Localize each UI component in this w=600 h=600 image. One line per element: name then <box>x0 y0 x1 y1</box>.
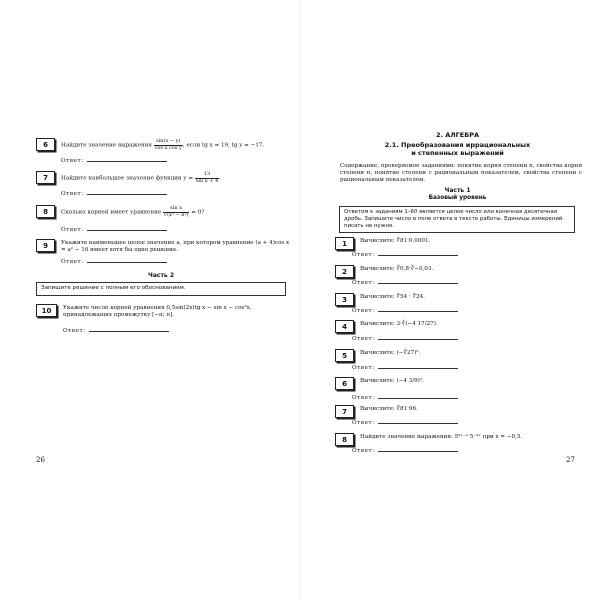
answer-line[interactable]: Ответ: <box>352 278 458 286</box>
answer-line[interactable]: Ответ: <box>352 250 458 258</box>
task-text: Укажите наименьшее целое значение a, при котором уравнение (a + 4)cos x = a² − 16 имеет хотя бы одно решение. <box>61 240 290 253</box>
task-number: 9 <box>36 239 55 252</box>
task-number: 7 <box>335 405 354 418</box>
task-text: Сколько корней имеет уравнение $\frac{\text{sin x}}{\text{√(x² − π²)}}$ = 0? <box>61 205 205 218</box>
answer-line[interactable]: Ответ: <box>352 446 458 454</box>
task-text: Вычислите: ∜81·0,0001. <box>360 238 431 244</box>
task-text: Вычислите: ∛81·96. <box>360 406 418 412</box>
answer-line[interactable]: Ответ: <box>352 363 458 371</box>
task-number: 8 <box>36 205 55 218</box>
instruction-box: Ответом к заданиям 1–60 является целое число или конечная десятичная дробь. Запишите число в поле ответа в тексте работы. Единицы измерений писать не нужно. <box>339 206 575 233</box>
answer-line[interactable]: Ответ: <box>61 257 167 265</box>
content-note: Содержание, проверяемое заданиями: понятие корня степени n, свойства корня степени n, понятие степени с рациональным показателем, свойства степени с рациональным показателем. <box>340 163 582 183</box>
task-text: Вычислите: ∛0,8·∛−0,03. <box>360 266 434 272</box>
answer-line[interactable]: Ответ: <box>352 334 458 342</box>
task-text: Вычислите: ∜54 · ∜24. <box>360 294 425 300</box>
answer-line[interactable]: Ответ: <box>61 189 167 197</box>
fraction: $\frac{\sin(x - y)}{\text{cos x cos y}}$ <box>154 138 182 151</box>
section-title: 2. АЛГЕБРА <box>435 131 479 139</box>
task-number: 4 <box>335 320 354 333</box>
answer-line[interactable]: Ответ: <box>352 306 458 314</box>
part2-title: Часть 2 <box>148 272 174 279</box>
task-number: 7 <box>36 171 55 184</box>
answer-line[interactable]: Ответ: <box>61 225 167 233</box>
fraction: $\frac{13}{\text{sin x + 4}}$ <box>195 171 219 184</box>
subsection-title-line2: и степенных выражений <box>411 149 504 157</box>
task-number: 2 <box>335 265 354 278</box>
part1-subtitle: Базовый уровень <box>428 195 487 201</box>
task-text: Вычислите: 3·∛(−4 17/27). <box>360 321 438 327</box>
task-number: 10 <box>36 304 57 317</box>
part1-title: Часть 1 <box>444 187 471 194</box>
fraction: $\frac{\text{sin x}}{\text{√(x² − π²)}}$ <box>163 205 189 218</box>
answer-line[interactable]: Ответ: <box>352 418 458 426</box>
right-page <box>300 0 600 600</box>
answer-line[interactable]: Ответ: <box>61 156 167 164</box>
task-text: Найдите значение выражения: 5²ˣ⁻¹·5⁻²ˣ при x = −0,5. <box>360 434 523 440</box>
task-number: 6 <box>36 138 55 151</box>
task-number: 8 <box>335 433 354 446</box>
task-text: Найдите значение выражения $\frac{\sin(x - y)}{\text{cos x cos y}}$ , если tg x = 19, tg y = −17. <box>61 138 265 151</box>
subsection-title-line1: 2.1. Преобразования иррациональных <box>384 141 531 149</box>
task-text: Найдите наибольшее значение функции y = $\frac{13}{\text{sin x + 4}}$ . <box>61 171 221 184</box>
task-text: Вычислите: (−4 3/9)². <box>360 378 424 384</box>
task-text: Укажите число корней уравнения 0,5sin(2x)tg x − sin x − cos²x, принадлежащих промежутку [−π; π]. <box>63 305 252 318</box>
task-number: 5 <box>335 349 354 362</box>
page-number: 27 <box>566 456 575 464</box>
task-text: Вычислите: (−∛27)⁶. <box>360 350 421 356</box>
answer-line[interactable]: Ответ: <box>63 326 169 334</box>
answer-line[interactable]: Ответ: <box>352 393 458 401</box>
task-number: 1 <box>335 237 354 250</box>
task-number: 6 <box>335 377 354 390</box>
part2-instruction-box: Запишите решение с полным его обоснованием. <box>36 282 286 296</box>
task-number: 3 <box>335 293 354 306</box>
page-number: 26 <box>36 456 45 464</box>
